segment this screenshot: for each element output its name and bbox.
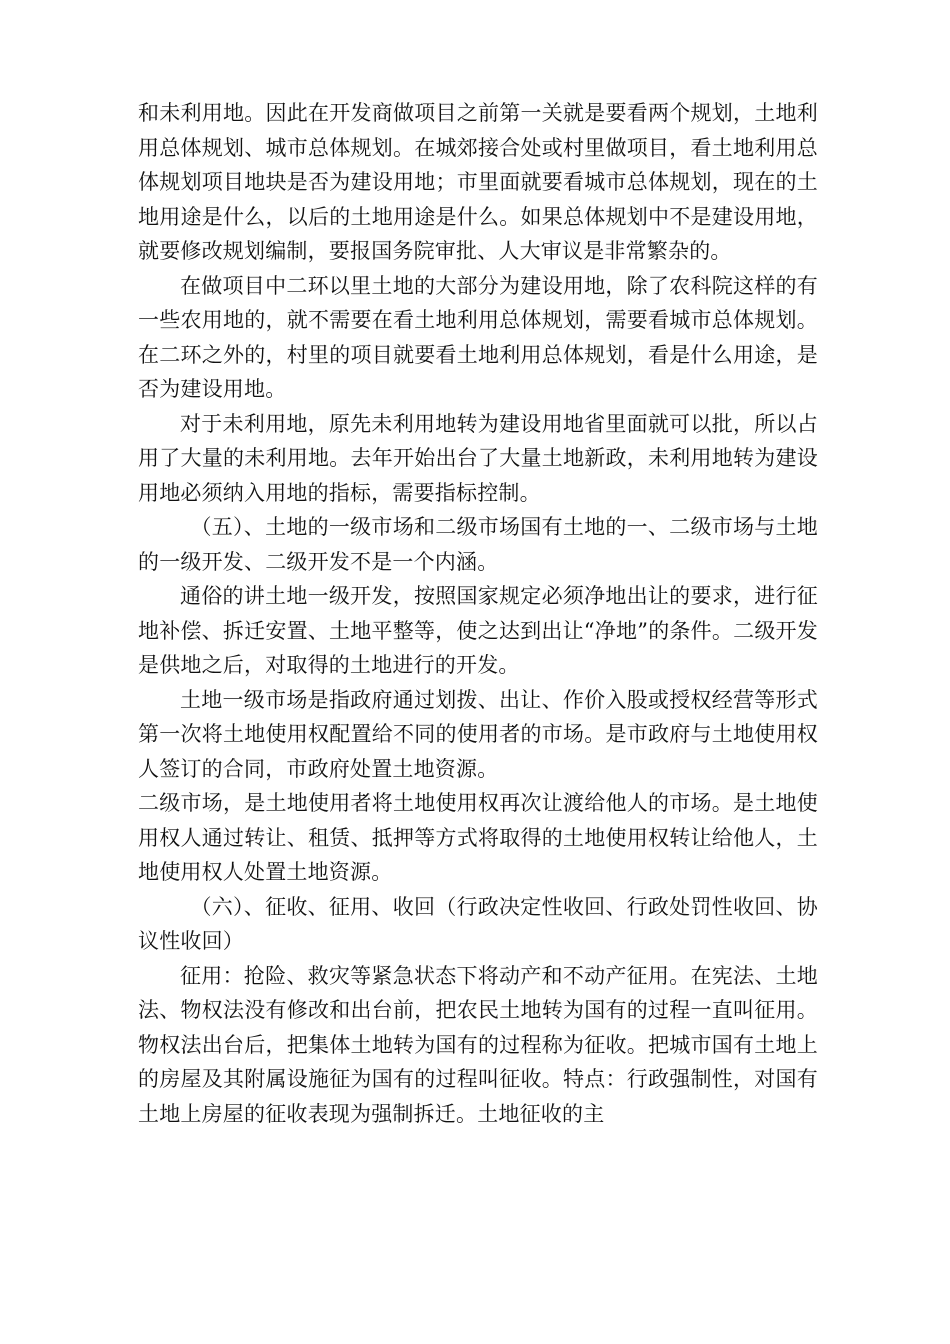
document-body [138,96,818,1131]
paragraph-requisition: 征用：抢险、救灾等紧急状态下将动产和不动产征用。在宪法、土地法、物权法没有修改和出台前，把农民土地转为国有的过程一直叫征用。物权法出台后，把集体土地转为国有的过程称为征收。把城市国有土地上的房屋及其附属设施征为国有的过程叫征收。特点：行政强制性，对国有土地上房屋的征收表现为强制拆迁。土地征收的主 [138,963,818,1126]
paragraph-primary-development: 通俗的讲土地一级开发，按照国家规定必须净地出让的要求，进行征地补偿、拆迁安置、土地平整等，使之达到出让“净地”的条件。二级开发是供地之后，对取得的土地进行的开发。 [138,584,818,677]
paragraph-primary-market: 土地一级市场是指政府通过划拨、出让、作价入股或授权经营等形式第一次将土地使用权配置给不同的使用者的市场。是市政府与土地使用权人签订的合同，市政府处置土地资源。 [138,687,818,781]
paragraph-planning-intro: 和未利用地。因此在开发商做项目之前第一关就是要看两个规划，土地利用总体规划、城市总体规划。在城郊接合处或村里做项目，看土地利用总体规划项目地块是否为建设用地；市里面就要看城市总体规划，现在的土地用途是什么，以后的土地用途是什么。如果总体规划中不是建设用地，就要修改规划编制，要报国务院审批、人大审议是非常繁杂的。 [138,101,818,263]
paragraph-secondary-market: 二级市场，是土地使用者将土地使用权再次让渡给他人的市场。是土地使用权人通过转让、租赁、抵押等方式将取得的土地使用权转让给他人，土地使用权人处置土地资源。 [138,791,818,884]
section-heading-six: （六）、征收、征用、收回（行政决定性收回、行政处罚性收回、协议性收回） [138,894,818,953]
paragraph-unused-land: 对于未利用地，原先未利用地转为建设用地省里面就可以批，所以占用了大量的未利用地。去年开始出台了大量土地新政，未利用地转为建设用地必须纳入用地的指标，需要指标控制。 [138,411,818,505]
section-heading-five: （五）、土地的一级市场和二级市场国有土地的一、二级市场与土地的一级开发、二级开发不是一个内涵。 [138,515,818,574]
paragraph-second-ring: 在做项目中二环以里土地的大部分为建设用地，除了农科院这样的有一些农用地的，就不需要在看土地利用总体规划，需要看城市总体规划。在二环之外的，村里的项目就要看土地利用总体规划，看是什么用途，是否为建设用地。 [138,273,818,401]
